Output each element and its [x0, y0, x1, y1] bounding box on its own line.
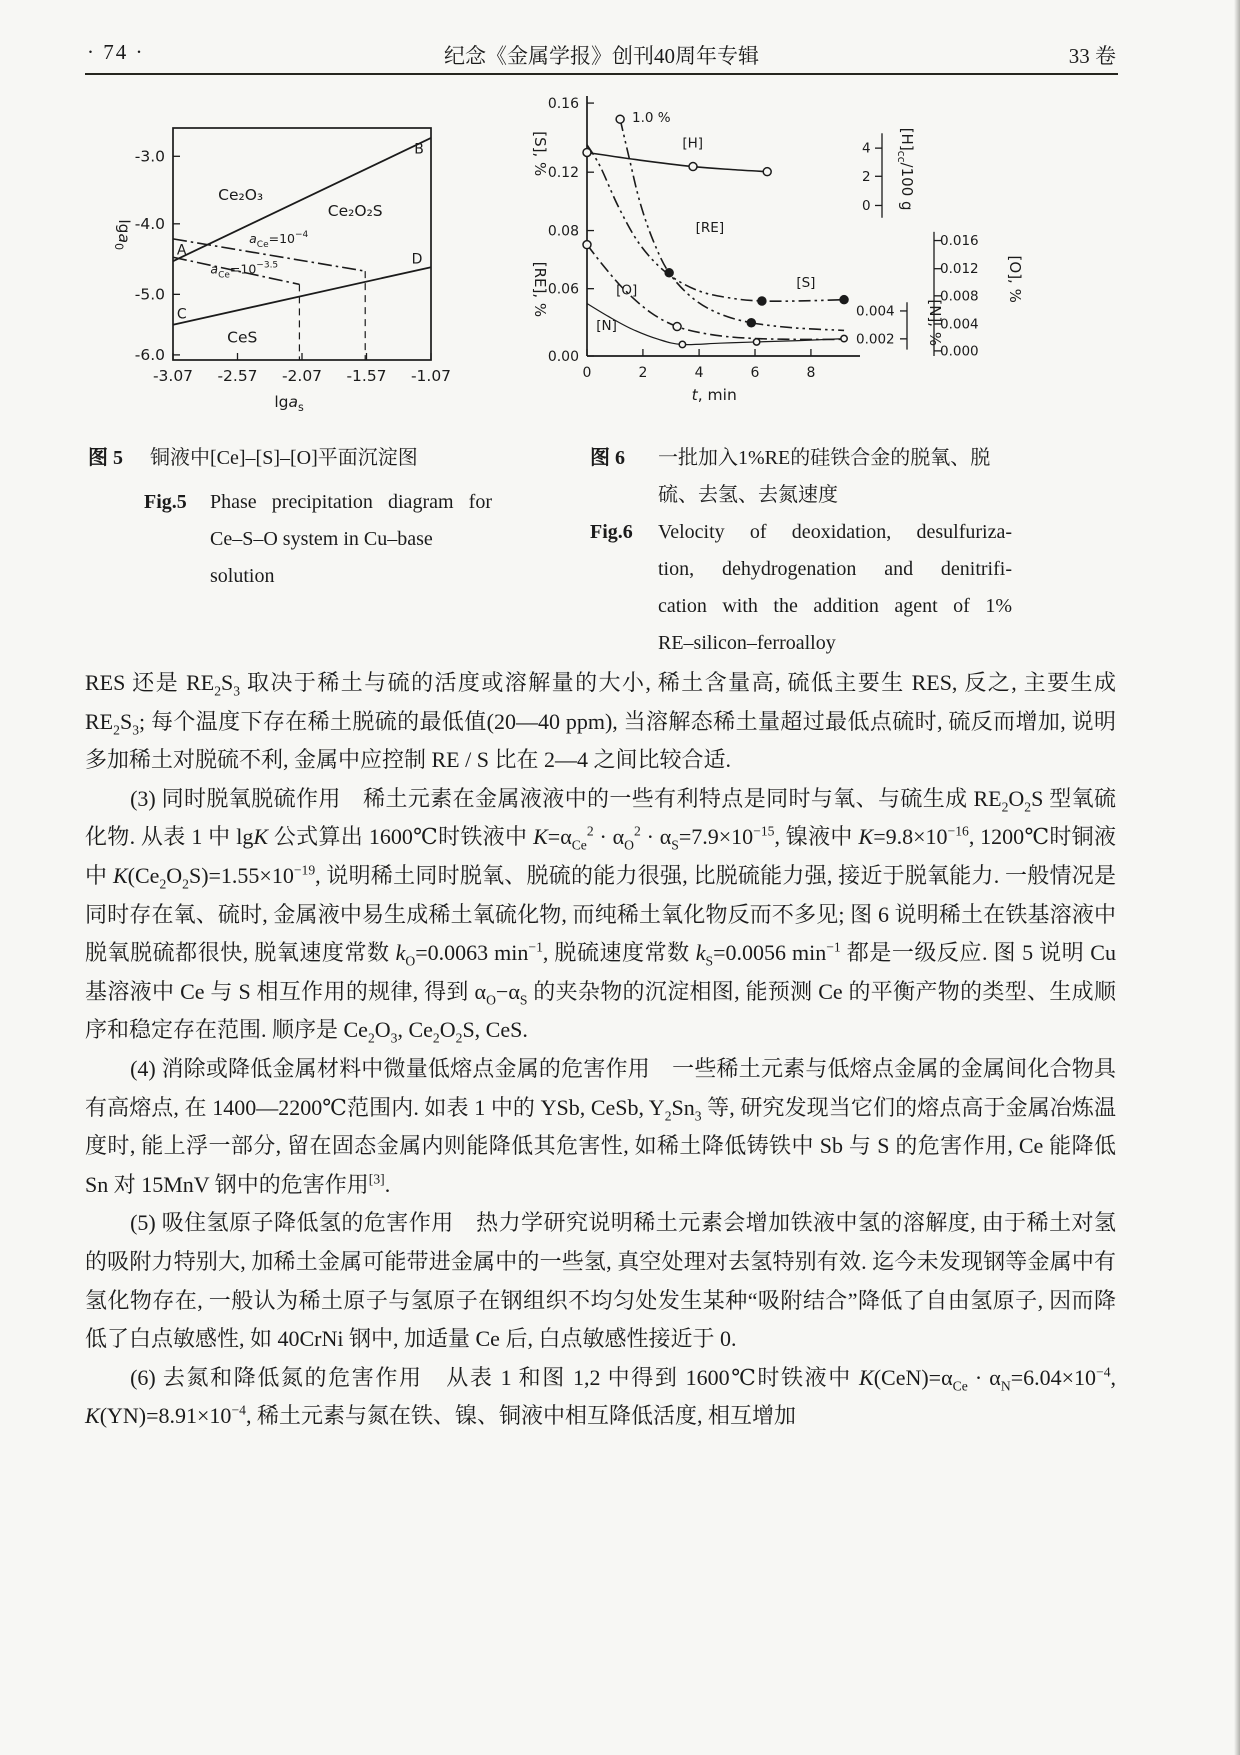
fig5-label-zh: 图 5 — [88, 447, 123, 469]
body-paragraph: (6) 去氮和降低氮的危害作用 从表 1 和图 1,2 中得到 1600℃时铁液中 $K(CeN)=\alpha_{Ce} \cdot \alpha_N=6.04\times 10^{-4}$, $K(YN)=8.91\times 10^{-4}$, 稀土元素与氮在铁、镍、铜液中相互降低活度, 相互增加 — [85, 1364, 1117, 1429]
fig6-caption-en — [590, 514, 1020, 662]
fig6-caption — [590, 440, 1020, 662]
svg-text:B: B — [414, 141, 424, 158]
fig6-caption-en-line: cation with the addition agent of 1% — [658, 595, 1012, 617]
article-body — [85, 664, 1116, 1436]
svg-text:8: 8 — [806, 365, 816, 381]
svg-text:2: 2 — [862, 168, 871, 185]
fig6-label-zh: 图 6 — [590, 447, 625, 469]
svg-text:0: 0 — [582, 365, 592, 381]
page-number: · 74 · — [87, 40, 145, 64]
svg-text:D: D — [411, 251, 423, 268]
fig5-phase-diagram-chart — [95, 112, 535, 422]
svg-text:-6.0: -6.0 — [134, 345, 165, 364]
svg-text:[S], %: [S], % — [531, 131, 549, 177]
svg-text:0.008: 0.008 — [940, 288, 979, 305]
body-paragraph: (5) 吸住氢原子降低氢的危害作用 热力学研究说明稀土元素会增加铁液中氢的溶解度, 由于稀土对氢的吸附力特别大, 加稀土金属可能带进金属中的一些氢, 真空处理对去氢特别有效. 迄今未发现钢等金属中有氢化物存在, 一般认为稀土原子与氢原子在钢组织不均匀处发生某种“吸附结合”降低了自由氢原子, 因而降低了白点敏感性, 如 40CrNi 钢中, 加适量 Ce 后, 白点敏感性接近于 0. — [85, 1210, 1116, 1352]
svg-text:-2.07: -2.07 — [281, 367, 323, 385]
svg-text:Ce₂O₂S: Ce₂O₂S — [327, 202, 383, 221]
fig5-caption-zh — [88, 440, 500, 477]
svg-text:0.004: 0.004 — [940, 316, 979, 333]
svg-text:-2.57: -2.57 — [217, 367, 258, 385]
svg-text:-5.0: -5.0 — [134, 285, 165, 304]
svg-text:4: 4 — [694, 365, 704, 381]
svg-text:1.0 %: 1.0 % — [632, 109, 671, 126]
svg-text:Ce₂O₃: Ce₂O₃ — [218, 185, 264, 204]
svg-text:[N], %: [N], % — [926, 299, 944, 347]
volume-number: 33 卷 — [1068, 44, 1116, 68]
svg-text:0: 0 — [862, 197, 871, 214]
svg-text:aCe=10−4: $a_{Ce}=10^{-4}$ — [249, 229, 309, 250]
svg-text:lgas: lga$_s$ — [274, 393, 304, 414]
svg-text:[N]: [N] — [596, 317, 617, 334]
fig6-caption-zh-line: 硫、去氢、去氮速度 — [658, 484, 838, 506]
fig5-caption-zh-text: 铜液中[Ce]–[S]–[O]平面沉淀图 — [150, 447, 418, 469]
svg-text:0.00: 0.00 — [547, 349, 579, 365]
fig6-label-en: Fig.6 — [590, 521, 633, 543]
svg-text:-4.0: -4.0 — [134, 214, 165, 233]
svg-text:0.016: 0.016 — [940, 233, 979, 250]
svg-text:-1.07: -1.07 — [410, 367, 452, 385]
svg-text:aCe=10−3.5: $a_{Ce}=10^{-3.5}$ — [210, 260, 279, 281]
svg-text:[RE]: [RE] — [695, 219, 725, 236]
svg-text:[O]: [O] — [616, 282, 638, 299]
svg-text:0.004: 0.004 — [856, 303, 895, 320]
svg-text:lga0: lga$_0$ — [112, 219, 133, 251]
header-rule — [85, 73, 1118, 75]
svg-text:CeS: CeS — [227, 328, 258, 347]
svg-text:4: 4 — [862, 140, 871, 157]
svg-text:[RE], %: [RE], % — [531, 261, 549, 318]
page-header — [85, 40, 1118, 70]
fig5-caption-en — [144, 484, 500, 595]
fig5-caption-en-line: Ce–S–O system in Cu–base solution — [210, 528, 433, 587]
svg-text:-1.57: -1.57 — [346, 367, 387, 385]
svg-text:[H]: [H] — [682, 135, 704, 152]
svg-text:6: 6 — [750, 365, 760, 381]
fig6-kinetics-chart — [505, 86, 1105, 421]
svg-text:0.000: 0.000 — [940, 343, 979, 360]
body-paragraph: (4) 消除或降低金属材料中微量低熔点金属的危害作用 一些稀土元素与低熔点金属的金属间化合物具有高熔点, 在 1400—2200℃范围内. 如表 1 中的 YSb, CeSb, $Y_2Sn_3$ 等, 研究发现当它们的熔点高于金属冶炼温度时, 能上浮一部分, 留在固态金属内则能降低其危害性, 如稀土降低铸铁中 Sb 与 S 的危害作用, Ce 能降低 Sn 对 15MnV 钢中的危害作用[3]. — [85, 1055, 1116, 1197]
svg-text:C: C — [176, 306, 187, 323]
body-paragraph: (3) 同时脱氧脱硫作用 稀土元素在金属液液中的一些有利特点是同时与氧、与硫生成 $RE_2O_2S$ 型氧硫化物. 从表 1 中 lgK 公式算出 1600℃时铁液中 $K=\alpha_{Ce}^2 \cdot \alpha_O^2 \cdot \alpha_S=7.9\times 10^{-15}$, 镍液中 $K=9.8\times 10^{-16}$, 1200℃时铜液中 $K(Ce_2O_2S)=1.55\times 10^{-19}$, 说明稀土同时脱氧、脱硫的能力很强, 比脱硫能力强, 接近于脱氧能力. 一般情况是同时存在氧、硫时, 金属液中易生成稀土氧硫化物, 而纯稀土氧化物反而不多见; 图 6 说明稀土在铁基溶液中脱氧脱硫都很快, 脱氧速度常数 $k_O=0.0063$ $\min^{-1}$, 脱硫速度常数 $k_S=0.0056$ $\min^{-1}$ 都是一级反应. 图 5 说明 Cu 基溶液中 Ce 与 S 相互作用的规律, 得到 $\alpha_O-\alpha_S$ 的夹杂物的沉淀相图, 能预测 Ce 的平衡产物的类型、生成顺序和稳定存在范围. 顺序是 $Ce_2O_3$, $Ce_2O_2S$, CeS. — [85, 785, 1116, 1046]
svg-text:A: A — [176, 242, 187, 259]
svg-text:0.012: 0.012 — [940, 261, 979, 278]
svg-text:0.08: 0.08 — [547, 223, 579, 240]
fig6-caption-en-line: tion, dehydrogenation and denitrifi- — [658, 558, 1012, 580]
fig5-caption — [88, 440, 500, 595]
svg-text:2: 2 — [638, 365, 648, 381]
fig6-caption-zh — [590, 440, 1020, 514]
svg-text:t, min: t, min — [691, 386, 737, 404]
svg-text:0.12: 0.12 — [547, 165, 579, 182]
svg-text:0.06: 0.06 — [547, 281, 579, 298]
fig6-caption-en-line: RE–silicon–ferroalloy — [658, 632, 836, 654]
svg-text:[O], %: [O], % — [1006, 255, 1024, 303]
body-paragraph: RES 还是 $RE_2S_3$ 取决于稀土与硫的活度或溶解量的大小, 稀土含量高, 硫低主要生 RES, 反之, 主要生成 $RE_2S_3$; 每个温度下存在稀土脱硫的最低值(20—40 ppm), 当溶解态稀土量超过最低点硫时, 硫反而增加, 说明多加稀土对脱硫不利, 金属中应控制 RE / S 比在 2—4 之间比较合适. — [85, 670, 1116, 773]
svg-text:0.16: 0.16 — [547, 96, 579, 113]
fig6-caption-en-line: Velocity of deoxidation, desulfuriza- — [658, 521, 1012, 543]
svg-text:[H]cc/100 g: $[H]_{cc}/100$ g — [895, 127, 916, 211]
fig6-caption-zh-line: 一批加入1%RE的硅铁合金的脱氧、脱 — [658, 447, 991, 469]
svg-text:-3.0: -3.0 — [134, 147, 165, 166]
fig5-label-en: Fig.5 — [144, 491, 187, 513]
fig5-caption-en-line: Phase precipitation diagram for — [210, 491, 492, 513]
svg-text:[S]: [S] — [796, 274, 816, 291]
svg-text:0.002: 0.002 — [856, 331, 895, 348]
svg-text:-3.07: -3.07 — [152, 367, 194, 385]
journal-issue-title: 纪念《金属学报》创刊40周年专辑 — [444, 44, 759, 68]
